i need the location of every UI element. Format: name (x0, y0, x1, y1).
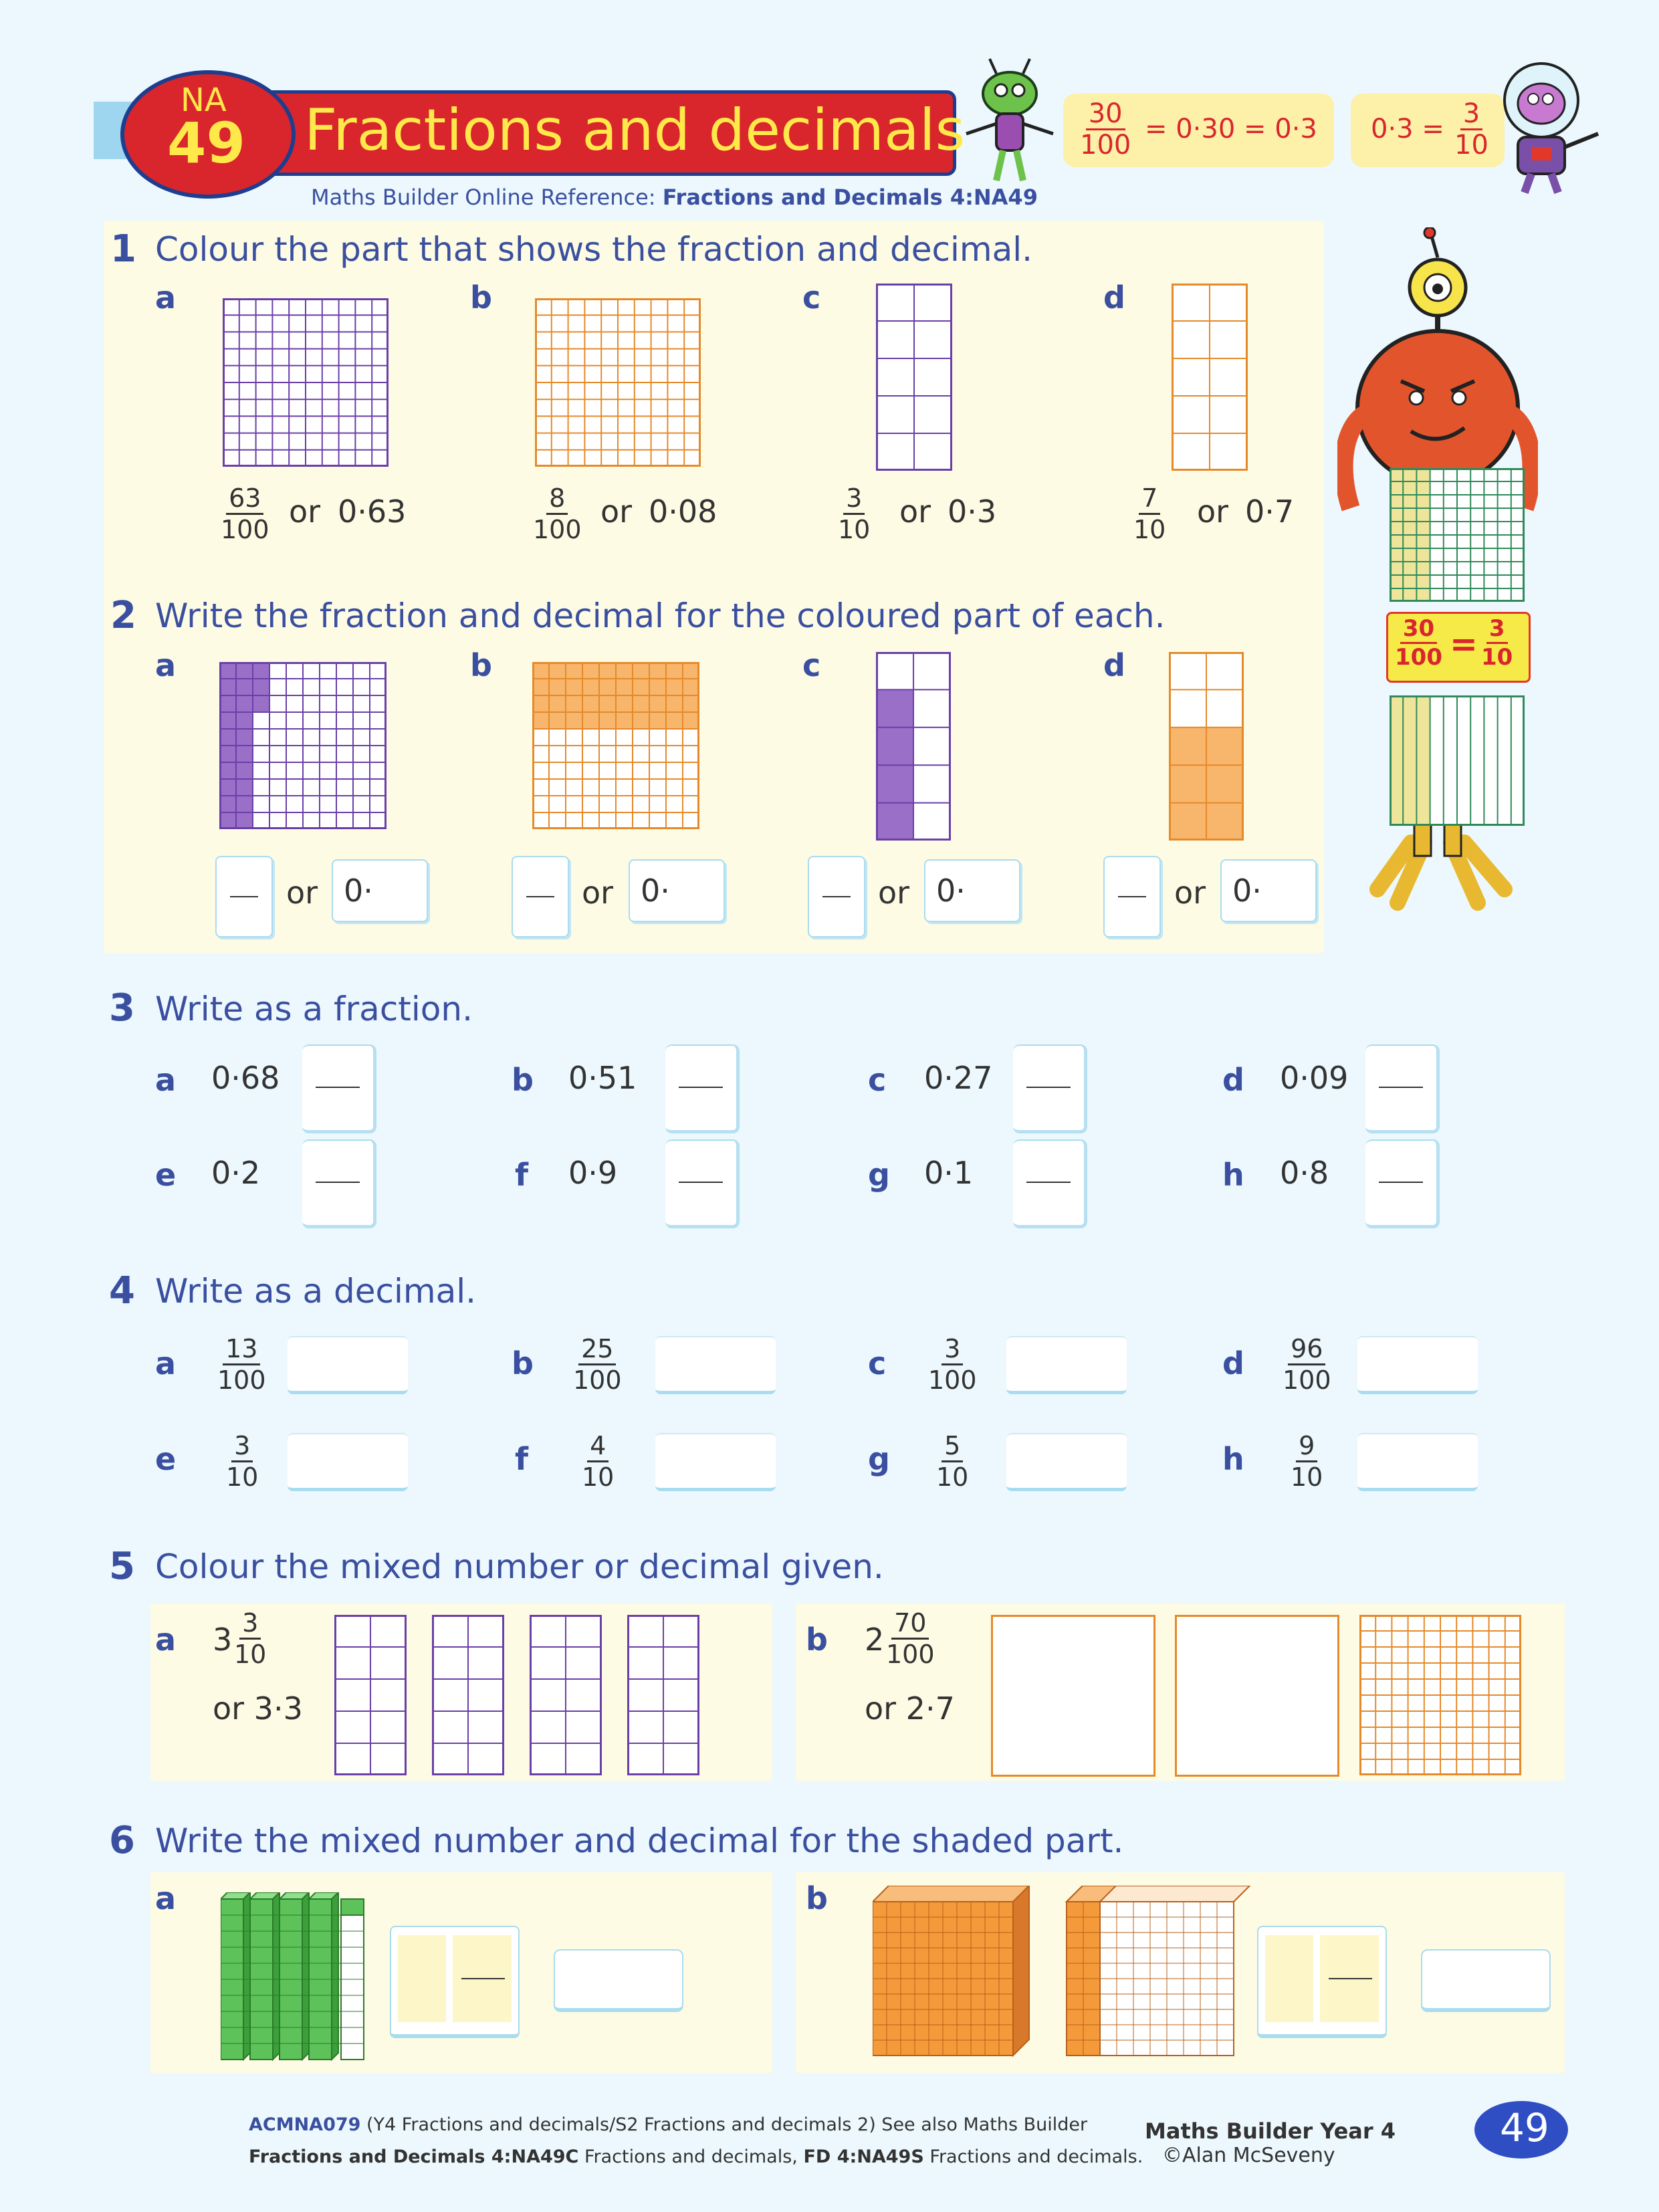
footer-curriculum-line-2 (249, 2146, 1143, 2167)
q1d-or: or (1197, 493, 1229, 530)
q6b-base-ten-flats (873, 1886, 1254, 2070)
q2a-grid (219, 662, 386, 829)
q1c-num: 3 (843, 483, 865, 515)
q1d-grid[interactable] (1172, 284, 1248, 471)
q5b-num: 70 (891, 1608, 929, 1640)
q4h-letter: h (1222, 1441, 1244, 1477)
q4a-letter: a (155, 1345, 177, 1381)
q1a-grid[interactable] (223, 298, 389, 467)
q2a-or: or (286, 875, 318, 911)
q2a-fraction-answer[interactable] (215, 856, 273, 937)
q1b-letter: b (470, 280, 492, 316)
tip1-fraction (1080, 99, 1131, 160)
q1d-num: 7 (1139, 483, 1160, 515)
q4b-fraction (573, 1334, 622, 1395)
badge-number: 49 (167, 110, 245, 176)
q3h-letter: h (1222, 1157, 1244, 1193)
q4d-den: 100 (1283, 1365, 1331, 1395)
page-number: 49 (1500, 2105, 1549, 2150)
q5-instruction: Colour the mixed number or decimal given. (155, 1547, 884, 1586)
q3c-answer[interactable] (1013, 1044, 1087, 1133)
mascot-tenths-strip (1390, 695, 1525, 826)
footer-copyright: ©Alan McSeveny (1162, 2144, 1335, 2167)
q4h-den: 10 (1291, 1462, 1323, 1492)
q6b-decimal-answer[interactable] (1421, 1949, 1551, 2012)
q3c-value: 0·27 (924, 1060, 993, 1096)
mascot-fraction-1 (1395, 615, 1442, 671)
q4f-letter: f (515, 1441, 529, 1477)
q6a-letter: a (155, 1880, 177, 1916)
q2c-letter: c (802, 647, 821, 683)
q3a-letter: a (155, 1062, 177, 1098)
q4b-answer[interactable] (655, 1336, 776, 1394)
q1c-or: or (899, 493, 931, 530)
small-alien-illustration (960, 53, 1060, 187)
q4d-fraction (1283, 1334, 1331, 1395)
q6a-mixed-answer[interactable] (390, 1926, 520, 2038)
q4a-den: 100 (217, 1365, 266, 1395)
q4a-num: 13 (223, 1334, 260, 1365)
footer-bold-1: Fractions and Decimals 4:NA49C (249, 2146, 579, 2167)
q4e-den: 10 (226, 1462, 259, 1492)
q2c-decimal-answer[interactable] (924, 859, 1020, 922)
q5a-tenths-3[interactable] (530, 1615, 602, 1775)
reference-value: Fractions and Decimals 4:NA49 (662, 185, 1038, 210)
q1d-letter: d (1103, 280, 1125, 316)
q3h-value: 0·8 (1280, 1155, 1329, 1191)
q1a-decimal: 0·63 (338, 493, 407, 530)
footer-end: Fractions and decimals. (923, 2146, 1143, 2167)
q4g-fraction (936, 1431, 968, 1492)
badge-code: NA (181, 82, 227, 119)
q4d-answer[interactable] (1357, 1336, 1478, 1394)
footer-curriculum-line-1 (249, 2114, 1087, 2135)
q1d-den: 10 (1133, 515, 1166, 544)
mascot-num-1: 30 (1400, 615, 1437, 644)
footer-code: ACMNA079 (249, 2114, 361, 2135)
q5b-or-text: or 2·7 (865, 1690, 955, 1727)
q1c-letter: c (802, 280, 821, 316)
q4h-fraction (1291, 1431, 1323, 1492)
q4c-num: 3 (942, 1334, 963, 1365)
q5a-tenths-4[interactable] (627, 1615, 699, 1775)
q1c-fraction (838, 483, 870, 544)
q2d-decimal-answer[interactable] (1220, 859, 1317, 922)
q1a-fraction (221, 483, 269, 544)
q2-number: 2 (110, 594, 136, 637)
q4c-answer[interactable] (1006, 1336, 1127, 1394)
q1-instruction: Colour the part that shows the fraction and decimal. (155, 230, 1032, 269)
mascot-num-2: 3 (1486, 615, 1508, 644)
q2b-decimal-prefix: 0· (641, 873, 670, 909)
q1c-decimal: 0·3 (948, 493, 997, 530)
q4h-answer[interactable] (1357, 1433, 1478, 1491)
q2b-letter: b (470, 647, 492, 683)
q5a-fraction (234, 1608, 266, 1669)
q1b-grid[interactable] (535, 298, 701, 467)
footer-bold-2: FD 4:NA49S (803, 2146, 924, 2167)
q4d-num: 96 (1288, 1334, 1325, 1365)
q1d-fraction (1133, 483, 1166, 544)
q3a-value: 0·68 (211, 1060, 280, 1096)
q6a-decimal-answer[interactable] (554, 1949, 683, 2012)
q4e-num: 3 (231, 1431, 253, 1462)
q2a-letter: a (155, 647, 177, 683)
q5b-hundred-grid[interactable] (1359, 1615, 1521, 1775)
mascot-hundred-grid (1390, 468, 1525, 602)
tip1-text: = 0·30 = 0·3 (1145, 114, 1317, 144)
q3c-letter: c (868, 1062, 887, 1098)
q4c-letter: c (868, 1345, 887, 1381)
q2b-decimal-answer[interactable] (629, 859, 725, 922)
mascot-den-2: 10 (1481, 644, 1513, 671)
q4g-answer[interactable] (1006, 1433, 1127, 1491)
q2d-letter: d (1103, 647, 1125, 683)
q5a-or-text: or 3·3 (213, 1690, 303, 1727)
q3b-answer[interactable] (665, 1044, 740, 1133)
q4e-answer[interactable] (288, 1433, 408, 1491)
q2-instruction: Write the fraction and decimal for the coloured part of each. (155, 596, 1166, 635)
q4c-den: 100 (928, 1365, 977, 1395)
q6a-base-ten-rods (221, 1892, 381, 2066)
tip2-text: 0·3 = (1371, 114, 1444, 144)
q3h-answer[interactable] (1365, 1139, 1440, 1228)
q4f-answer[interactable] (655, 1433, 776, 1491)
q4e-fraction (226, 1431, 258, 1492)
q3d-letter: d (1222, 1062, 1244, 1098)
footer-line1: (Y4 Fractions and decimals/S2 Fractions and decimals 2) See also Maths Builder (360, 2114, 1088, 2135)
q4f-num: 4 (587, 1431, 609, 1462)
q4g-letter: g (868, 1441, 890, 1477)
q2b-fraction-answer[interactable] (512, 856, 569, 937)
q6b-letter: b (806, 1880, 828, 1916)
q4g-den: 10 (936, 1462, 969, 1492)
tip1-den: 100 (1080, 130, 1131, 160)
q3g-letter: g (868, 1157, 890, 1193)
q1b-decimal: 0·08 (649, 493, 717, 530)
q4g-num: 5 (942, 1431, 963, 1462)
footer-mid: Fractions and decimals, (578, 2146, 804, 2167)
q2c-decimal-prefix: 0· (936, 873, 966, 909)
q4b-den: 100 (573, 1365, 622, 1395)
q4-number: 4 (109, 1269, 135, 1313)
q4h-num: 9 (1296, 1431, 1317, 1462)
q4a-answer[interactable] (288, 1336, 408, 1394)
q6b-mixed-answer[interactable] (1257, 1926, 1387, 2038)
q1-number: 1 (110, 227, 136, 271)
q5b-letter: b (806, 1622, 828, 1658)
q2c-fraction-answer[interactable] (808, 856, 865, 937)
q5a-whole: 3 (213, 1622, 233, 1658)
q6-instruction: Write the mixed number and decimal for the shaded part. (155, 1821, 1124, 1860)
mascot-den-1: 100 (1395, 644, 1442, 671)
q3e-value: 0·2 (211, 1155, 261, 1191)
q2c-grid (876, 652, 951, 841)
q2d-or: or (1174, 875, 1206, 911)
q2a-decimal-prefix: 0· (344, 873, 373, 909)
q3f-value: 0·9 (568, 1155, 618, 1191)
q4f-den: 10 (582, 1462, 615, 1492)
mascot-fraction-2 (1481, 615, 1513, 671)
q3g-answer[interactable] (1013, 1139, 1087, 1228)
q2b-grid (532, 662, 699, 829)
title-text: Fractions and decimals (304, 97, 966, 164)
q1a-or: or (289, 493, 321, 530)
q1a-den: 100 (221, 515, 269, 544)
q3b-value: 0·51 (568, 1060, 637, 1096)
q4b-num: 25 (578, 1334, 616, 1365)
q5b-den: 100 (886, 1640, 935, 1669)
q5a-letter: a (155, 1622, 177, 1658)
q1b-den: 100 (533, 515, 582, 544)
q5b-whole-square-2[interactable] (1175, 1615, 1339, 1777)
q2c-or: or (878, 875, 910, 911)
q4c-fraction (928, 1334, 977, 1395)
q1a-letter: a (155, 280, 177, 316)
q1b-fraction (533, 483, 582, 544)
q4b-letter: b (512, 1345, 534, 1381)
q1b-num: 8 (546, 483, 568, 515)
q1c-den: 10 (838, 515, 871, 544)
q4-instruction: Write as a decimal. (155, 1272, 477, 1311)
q5a-den: 10 (234, 1640, 267, 1669)
q3f-answer[interactable] (665, 1139, 740, 1228)
footer-book-title: Maths Builder Year 4 (1145, 2118, 1396, 2144)
q4d-letter: d (1222, 1345, 1244, 1381)
reference-line (311, 185, 1038, 210)
q3d-value: 0·09 (1280, 1060, 1349, 1096)
q2d-fraction-answer[interactable] (1103, 856, 1161, 937)
q3-instruction: Write as a fraction. (155, 990, 473, 1028)
q2d-grid (1169, 652, 1244, 841)
q3d-answer[interactable] (1365, 1044, 1440, 1133)
q3b-letter: b (512, 1062, 534, 1098)
q3e-answer[interactable] (302, 1139, 376, 1228)
q1c-grid[interactable] (876, 284, 952, 471)
q5a-tenths-2[interactable] (432, 1615, 504, 1775)
q4e-letter: e (155, 1441, 177, 1477)
q5b-whole: 2 (865, 1622, 885, 1658)
tip2-num: 3 (1460, 99, 1482, 130)
q3a-answer[interactable] (302, 1044, 376, 1133)
q4a-fraction (217, 1334, 266, 1395)
q1b-or: or (600, 493, 633, 530)
q5b-whole-square-1[interactable] (991, 1615, 1155, 1777)
q3-number: 3 (109, 986, 135, 1030)
q2d-decimal-prefix: 0· (1232, 873, 1262, 909)
q4f-fraction (582, 1431, 614, 1492)
reference-label: Maths Builder Online Reference: (311, 185, 663, 210)
mascot-equals: = (1450, 625, 1478, 663)
q5b-fraction (886, 1608, 935, 1669)
q6-number: 6 (109, 1819, 135, 1862)
q3g-value: 0·1 (924, 1155, 974, 1191)
q3f-letter: f (515, 1157, 529, 1193)
q5a-num: 3 (239, 1608, 261, 1640)
q5a-tenths-1[interactable] (334, 1615, 407, 1775)
q1a-num: 63 (226, 483, 263, 515)
q5-number: 5 (109, 1545, 135, 1588)
astronaut-illustration (1481, 60, 1608, 194)
tip2-den: 10 (1454, 130, 1488, 160)
q3e-letter: e (155, 1157, 177, 1193)
q2b-or: or (582, 875, 614, 911)
q1d-decimal: 0·7 (1245, 493, 1295, 530)
tip1-num: 30 (1086, 99, 1125, 130)
q2a-decimal-answer[interactable] (332, 859, 428, 922)
